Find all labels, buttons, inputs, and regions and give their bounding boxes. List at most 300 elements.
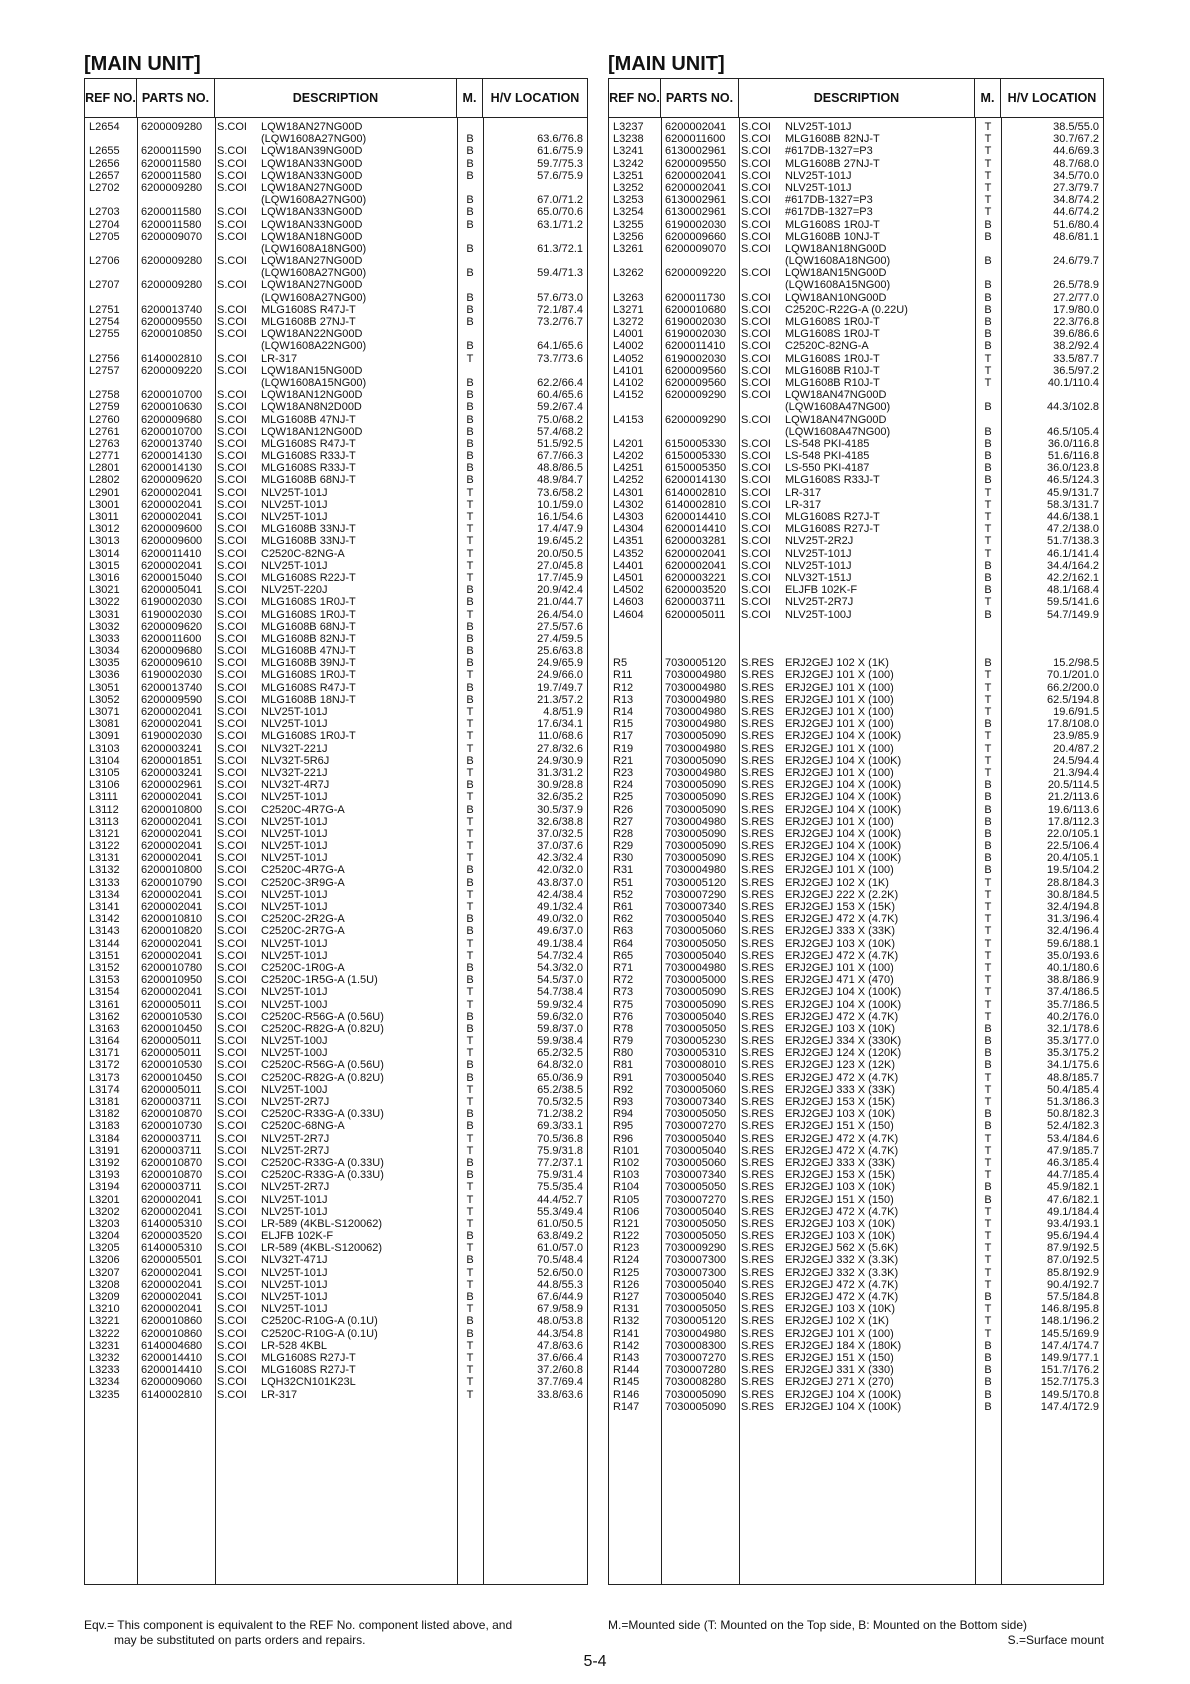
table-row — [85, 913, 587, 925]
cell-type: S.COI — [217, 961, 247, 974]
table-row — [609, 633, 1103, 645]
cell-part-no: 7030007300 — [665, 1254, 727, 1267]
table-row — [85, 1254, 587, 1266]
cell-mount: B — [466, 779, 474, 792]
cell-part-no: 6200003711 — [141, 1181, 202, 1194]
cell-part-no: 6200002041 — [141, 1193, 203, 1206]
cell-ref: L3011 — [89, 511, 119, 523]
cell-ref: R103 — [613, 1169, 640, 1182]
cell-description: NLV25T-101J — [261, 815, 328, 828]
cell-ref: L3154 — [89, 986, 120, 999]
cell-type: S.RES — [741, 681, 775, 694]
cell-part-no: 6200002041 — [665, 559, 727, 572]
cell-description: ERJ2GEJ 101 X (100) — [785, 815, 894, 828]
cell-location: 44.6/138.1 — [1047, 511, 1099, 523]
cell-type: S.COI — [217, 498, 247, 511]
cell-description: NLV25T-101J — [785, 181, 852, 194]
cell-mount: B — [466, 413, 474, 426]
cell-description: MLG1608B R10J-T — [785, 364, 880, 377]
table-row — [609, 804, 1103, 816]
cell-location: 36.0/116.8 — [1047, 437, 1099, 450]
table-row — [609, 1279, 1103, 1291]
cell-type: S.COI — [217, 645, 247, 658]
cell-type: S.COI — [217, 596, 247, 609]
cell-ref: L3261 — [613, 242, 644, 255]
cell-part-no: 6200014130 — [141, 450, 203, 463]
cell-part-no: 7030005090 — [665, 1388, 727, 1401]
cell-location: 51.7/138.3 — [1047, 535, 1099, 548]
cell-location: 32.4/194.8 — [1047, 901, 1099, 913]
header-mount: M. — [975, 79, 1001, 117]
cell-ref: R19 — [613, 742, 634, 755]
table-row — [609, 1047, 1103, 1059]
cell-location: 67.9/58.9 — [537, 1303, 583, 1316]
cell-part-no: 7030005050 — [665, 1217, 727, 1230]
cell-description: NLV25T-101J — [261, 852, 328, 865]
cell-part-no: 7030005090 — [665, 840, 727, 853]
table-row — [609, 1035, 1103, 1047]
table-row — [85, 231, 587, 243]
cell-ref: R147 — [613, 1400, 640, 1413]
cell-location: 49.0/32.0 — [537, 913, 583, 926]
table-row — [85, 779, 587, 791]
cell-part-no: 6200014130 — [141, 462, 203, 475]
table-row — [85, 718, 587, 730]
cell-part-no: 6190002030 — [665, 352, 727, 365]
header-mount: M. — [457, 79, 483, 117]
cell-type: S.COI — [217, 1132, 247, 1145]
cell-mount: B — [466, 316, 474, 328]
table-row — [609, 255, 1103, 267]
cell-type: S.COI — [217, 803, 247, 816]
table-row — [609, 450, 1103, 462]
cell-mount: T — [984, 194, 992, 207]
cell-location: 147.4/174.7 — [1040, 1339, 1099, 1352]
cell-type: S.RES — [741, 961, 775, 974]
cell-mount: B — [466, 657, 474, 670]
table-row — [609, 889, 1103, 901]
cell-mount: B — [466, 1059, 474, 1072]
cell-part-no: 6200011410 — [141, 547, 202, 560]
cell-mount: B — [984, 1047, 992, 1060]
cell-ref: L3241 — [613, 145, 644, 158]
cell-description: (LQW1608A47NG00) — [785, 401, 891, 414]
cell-part-no: 6200002041 — [141, 986, 203, 999]
cell-part-no: 6200002041 — [665, 547, 727, 560]
table-row — [85, 170, 587, 182]
cell-description: ERJ2GEJ 222 X (2.2K) — [785, 888, 899, 901]
cell-type: S.COI — [741, 559, 771, 572]
cell-mount: T — [984, 681, 992, 694]
cell-mount: B — [466, 340, 474, 353]
cell-description: (LQW1608A15NG00) — [261, 376, 367, 389]
cell-type: S.COI — [217, 206, 247, 219]
cell-ref: L2707 — [89, 279, 120, 292]
cell-description: LQW18AN33NG00D — [261, 169, 363, 182]
header-location: H/V LOCATION — [1007, 91, 1097, 105]
cell-ref: R145 — [613, 1376, 640, 1389]
cell-part-no: 6200003221 — [665, 571, 727, 584]
cell-part-no: 6190002030 — [665, 218, 727, 231]
table-row — [85, 1023, 587, 1035]
cell-description: LQW18AN18NG00D — [261, 230, 363, 243]
cell-location: 19.6/113.6 — [1047, 803, 1099, 816]
table-row — [609, 864, 1103, 876]
cell-mount: B — [466, 389, 474, 402]
cell-description: MLG1608B 33NJ-T — [261, 523, 356, 536]
table-row — [85, 791, 587, 803]
table-row — [85, 145, 587, 157]
cell-type: S.COI — [217, 681, 247, 694]
cell-part-no: 6200002041 — [141, 815, 203, 828]
cell-location: 63.6/76.8 — [537, 133, 583, 146]
cell-location: 63.1/71.2 — [537, 218, 583, 231]
table-row — [609, 1218, 1103, 1230]
table-row — [609, 1340, 1103, 1352]
cell-description: ERJ2GEJ 102 X (1K) — [785, 657, 889, 670]
cell-description: NLV25T-2R7J — [261, 1144, 330, 1157]
cell-ref: L2655 — [89, 145, 120, 158]
cell-type: S.COI — [217, 303, 247, 316]
cell-type: S.COI — [741, 584, 771, 597]
cell-ref: L3272 — [613, 316, 644, 328]
cell-ref: L3234 — [89, 1376, 120, 1389]
cell-type: S.COI — [741, 437, 771, 450]
cell-description: MLG1608B 10NJ-T — [785, 230, 880, 243]
cell-part-no: 6200005041 — [141, 584, 203, 597]
cell-type: S.RES — [741, 937, 775, 950]
cell-type: S.COI — [217, 462, 247, 475]
table-row — [85, 1011, 587, 1023]
table-row — [85, 1315, 587, 1327]
cell-part-no: 6200010800 — [141, 864, 203, 877]
cell-type: S.COI — [741, 145, 771, 158]
cell-description: LQW18AN27NG00D — [261, 279, 363, 292]
table-row — [85, 1084, 587, 1096]
table-row — [609, 1328, 1103, 1340]
cell-type: S.RES — [741, 1303, 775, 1316]
cell-location: 20.4/105.1 — [1047, 852, 1099, 865]
cell-description: ERJ2GEJ 101 X (100) — [785, 766, 894, 779]
cell-ref: L4251 — [613, 462, 644, 475]
cell-type: S.COI — [217, 779, 247, 792]
table-row — [85, 523, 587, 535]
cell-type: S.RES — [741, 730, 775, 743]
cell-description: C2520C-2R2G-A — [261, 913, 345, 926]
cell-location: 22.3/76.8 — [1053, 316, 1099, 328]
table-row — [85, 438, 587, 450]
cell-part-no: 6200010950 — [141, 974, 203, 987]
cell-part-no: 6200003241 — [141, 742, 203, 755]
cell-location: 73.2/76.7 — [537, 316, 583, 328]
cell-location: 33.5/87.7 — [1053, 352, 1099, 365]
table-row — [609, 1401, 1103, 1413]
cell-type: S.RES — [741, 974, 775, 987]
cell-location: 39.6/86.6 — [1053, 328, 1099, 341]
cell-ref: L4502 — [613, 584, 644, 597]
cell-part-no: 6190002030 — [665, 316, 727, 328]
cell-mount: T — [466, 1376, 474, 1389]
cell-mount: B — [984, 291, 992, 304]
cell-ref: L3031 — [89, 608, 120, 621]
cell-type: S.COI — [741, 511, 771, 523]
cell-part-no: 7030005090 — [665, 754, 727, 767]
table-row — [609, 1242, 1103, 1254]
table-row — [85, 925, 587, 937]
cell-description: LQW18AN27NG00D — [261, 255, 363, 268]
parts-table — [84, 78, 588, 1585]
cell-part-no: 6140004680 — [141, 1339, 203, 1352]
cell-type: S.COI — [217, 1010, 247, 1023]
cell-type: S.RES — [741, 1254, 775, 1267]
cell-type: S.RES — [741, 1205, 775, 1218]
cell-ref: R144 — [613, 1364, 640, 1377]
cell-type: S.COI — [217, 1035, 247, 1048]
cell-part-no: 6200010700 — [141, 425, 203, 438]
cell-location: 26.4/54.0 — [537, 608, 583, 621]
cell-location: 48.6/81.1 — [1053, 230, 1099, 243]
cell-ref: L3105 — [89, 766, 120, 779]
cell-ref: R71 — [613, 961, 634, 974]
cell-location: 27.4/59.5 — [537, 632, 583, 645]
cell-type: S.RES — [741, 1120, 775, 1133]
cell-description: NLV25T-220J — [261, 584, 328, 597]
cell-ref: R73 — [613, 986, 634, 999]
cell-location: 59.9/32.4 — [537, 998, 583, 1011]
cell-mount: B — [466, 303, 474, 316]
cell-mount: T — [984, 888, 992, 901]
cell-location: 24.9/66.0 — [537, 669, 583, 682]
cell-mount: T — [466, 523, 474, 536]
cell-location: 34.5/70.0 — [1053, 169, 1099, 182]
cell-ref: L3194 — [89, 1181, 120, 1194]
cell-ref: L4501 — [613, 571, 644, 584]
cell-location: 70.5/36.8 — [537, 1132, 583, 1145]
cell-ref: L3162 — [89, 1010, 120, 1023]
header-ref: REF NO. — [609, 79, 661, 117]
cell-location: 31.3/196.4 — [1047, 913, 1099, 926]
cell-mount: T — [984, 535, 992, 548]
cell-description: NLV25T-101J — [785, 169, 852, 182]
cell-description: C2520C-R56G-A (0.56U) — [261, 1010, 384, 1023]
cell-description: NLV25T-101J — [261, 1266, 328, 1279]
cell-type: S.COI — [741, 194, 771, 207]
cell-ref: L3152 — [89, 961, 120, 974]
cell-ref: L2759 — [89, 401, 120, 414]
cell-description: LQW18AN33NG00D — [261, 206, 363, 219]
cell-mount: B — [984, 718, 992, 731]
cell-type: S.RES — [741, 779, 775, 792]
cell-mount: T — [984, 486, 992, 499]
table-row — [85, 304, 587, 316]
cell-part-no: 7030005040 — [665, 1132, 727, 1145]
table-row — [609, 584, 1103, 596]
cell-type: S.COI — [217, 791, 247, 804]
cell-part-no: 7030008010 — [665, 1059, 727, 1072]
cell-type: S.COI — [217, 901, 247, 913]
cell-location: 73.7/73.6 — [537, 352, 583, 365]
cell-part-no: 6200005011 — [141, 998, 202, 1011]
cell-mount: T — [466, 766, 474, 779]
cell-part-no: 6200002041 — [141, 1303, 203, 1316]
cell-type: S.COI — [741, 462, 771, 475]
cell-part-no: 6200014410 — [665, 511, 727, 523]
cell-mount: B — [984, 864, 992, 877]
table-row — [609, 182, 1103, 194]
cell-location: 54.7/38.4 — [537, 986, 583, 999]
cell-part-no: 7030005040 — [665, 1010, 727, 1023]
cell-ref: L3201 — [89, 1193, 120, 1206]
cell-description: ERJ2GEJ 101 X (100) — [785, 864, 894, 877]
cell-type: S.COI — [741, 206, 771, 219]
table-row — [85, 1352, 587, 1364]
cell-description: C2520C-1R5G-A (1.5U) — [261, 974, 378, 987]
table-row — [85, 596, 587, 608]
cell-type: S.RES — [741, 852, 775, 865]
cell-ref: L2657 — [89, 169, 120, 182]
table-row — [609, 816, 1103, 828]
cell-part-no: 6200011600 — [141, 632, 202, 645]
cell-location: 28.8/184.3 — [1047, 876, 1099, 889]
cell-mount: B — [984, 779, 992, 792]
cell-mount: T — [984, 998, 992, 1011]
table-row — [85, 194, 587, 206]
cell-location: 35.3/175.2 — [1047, 1047, 1099, 1060]
table-row — [609, 426, 1103, 438]
footnote-line: S.=Surface mount — [1007, 1633, 1104, 1647]
table-row — [609, 1084, 1103, 1096]
cell-description: ERJ2GEJ 472 X (4.7K) — [785, 1071, 899, 1084]
cell-location: 42.3/32.4 — [537, 852, 583, 865]
table-row — [609, 1254, 1103, 1266]
cell-description: LR-317 — [785, 486, 822, 499]
cell-location: 51.6/80.4 — [1053, 218, 1099, 231]
cell-type: S.COI — [217, 742, 247, 755]
cell-description: ERJ2GEJ 472 X (4.7K) — [785, 949, 899, 962]
table-row — [609, 401, 1103, 413]
cell-location: 61.0/50.5 — [537, 1217, 583, 1230]
cell-part-no: 7030005040 — [665, 1205, 727, 1218]
table-row — [609, 340, 1103, 352]
cell-mount: B — [984, 1388, 992, 1401]
cell-mount: B — [466, 1230, 474, 1243]
table-row — [609, 511, 1103, 523]
cell-type: S.COI — [217, 718, 247, 731]
cell-description: NLV25T-2R7J — [261, 1181, 330, 1194]
cell-ref: L3111 — [89, 791, 118, 804]
cell-type: S.COI — [217, 1266, 247, 1279]
table-row — [609, 1303, 1103, 1315]
cell-part-no: 6200011410 — [665, 340, 726, 353]
cell-location: 73.6/58.2 — [537, 486, 583, 499]
cell-location: 44.7/185.4 — [1047, 1169, 1099, 1182]
cell-description: MLG1608S R27J-T — [261, 1351, 356, 1364]
cell-description: MLG1608S 1R0J-T — [261, 596, 356, 609]
cell-ref: R13 — [613, 693, 634, 706]
cell-description: LQW18AN33NG00D — [261, 218, 363, 231]
cell-description: ERJ2GEJ 104 X (100K) — [785, 791, 902, 804]
cell-mount: T — [984, 1266, 992, 1279]
cell-part-no: 7030004980 — [665, 718, 727, 731]
cell-ref: L3237 — [613, 121, 644, 133]
cell-location: 30.9/28.8 — [537, 779, 583, 792]
cell-location: 36.5/97.2 — [1053, 364, 1099, 377]
cell-mount: T — [466, 498, 474, 511]
cell-mount: B — [466, 462, 474, 475]
cell-type: S.COI — [741, 291, 771, 304]
table-row — [85, 1157, 587, 1169]
cell-ref: L3032 — [89, 620, 120, 633]
cell-location: 31.3/31.2 — [537, 766, 583, 779]
table-row — [85, 743, 587, 755]
cell-part-no: 6200002041 — [141, 486, 203, 499]
cell-type: S.COI — [217, 1230, 247, 1243]
cell-type: S.RES — [741, 1278, 775, 1291]
cell-type: S.COI — [217, 864, 247, 877]
footnote-equivalent — [84, 1618, 588, 1648]
cell-description: MLG1608B 18NJ-T — [261, 693, 356, 706]
cell-part-no: 6140002810 — [141, 352, 203, 365]
cell-description: LR-528 4KBL — [261, 1339, 328, 1352]
cell-type: S.RES — [741, 1266, 775, 1279]
cell-mount: T — [466, 1035, 474, 1048]
cell-part-no: 7030005040 — [665, 1291, 727, 1303]
cell-part-no: 6200002041 — [141, 852, 203, 865]
cell-ref: L3021 — [89, 584, 120, 597]
cell-description: ERJ2GEJ 472 X (4.7K) — [785, 1205, 899, 1218]
cell-mount: T — [984, 498, 992, 511]
cell-mount: B — [466, 425, 474, 438]
cell-ref: L3183 — [89, 1120, 120, 1133]
table-row — [609, 572, 1103, 584]
header-parts: PARTS NO. — [137, 79, 215, 117]
table-row — [609, 206, 1103, 218]
cell-type: S.COI — [217, 1047, 247, 1060]
table-row — [609, 1352, 1103, 1364]
right-column — [608, 52, 1104, 1585]
cell-mount: T — [466, 511, 474, 523]
cell-description: C2520C-R33G-A (0.33U) — [261, 1156, 384, 1169]
table-row — [85, 645, 587, 657]
cell-description: LR-317 — [785, 498, 822, 511]
cell-type: S.COI — [741, 474, 771, 487]
cell-part-no: 6200010730 — [141, 1120, 203, 1133]
cell-type: S.COI — [217, 218, 247, 231]
cell-location: 61.0/57.0 — [537, 1242, 583, 1255]
cell-description: C2520C-4R7G-A — [261, 864, 345, 877]
cell-description: NLV25T-101J — [261, 827, 328, 840]
cell-location: 48.1/168.4 — [1047, 584, 1099, 597]
cell-description: NLV25T-101J — [261, 901, 328, 913]
cell-description: MLG1608B R10J-T — [785, 376, 880, 389]
cell-part-no: 7030005090 — [665, 803, 727, 816]
cell-ref: L3015 — [89, 559, 120, 572]
cell-location: 10.1/59.0 — [537, 498, 583, 511]
cell-mount: B — [466, 803, 474, 816]
cell-location: 17.7/45.9 — [537, 571, 583, 584]
cell-part-no: 6200009660 — [665, 230, 727, 243]
cell-ref: R78 — [613, 1022, 634, 1035]
cell-description: ERJ2GEJ 104 X (100K) — [785, 1388, 902, 1401]
cell-location: 42.0/32.0 — [537, 864, 583, 877]
cell-type: S.COI — [217, 1083, 247, 1096]
table-row — [609, 1267, 1103, 1279]
cell-part-no: 6200014410 — [141, 1351, 203, 1364]
cell-location: 46.5/124.3 — [1047, 474, 1099, 487]
cell-ref: R31 — [613, 864, 634, 877]
cell-part-no: 7030009290 — [665, 1242, 727, 1255]
cell-mount: B — [466, 1156, 474, 1169]
